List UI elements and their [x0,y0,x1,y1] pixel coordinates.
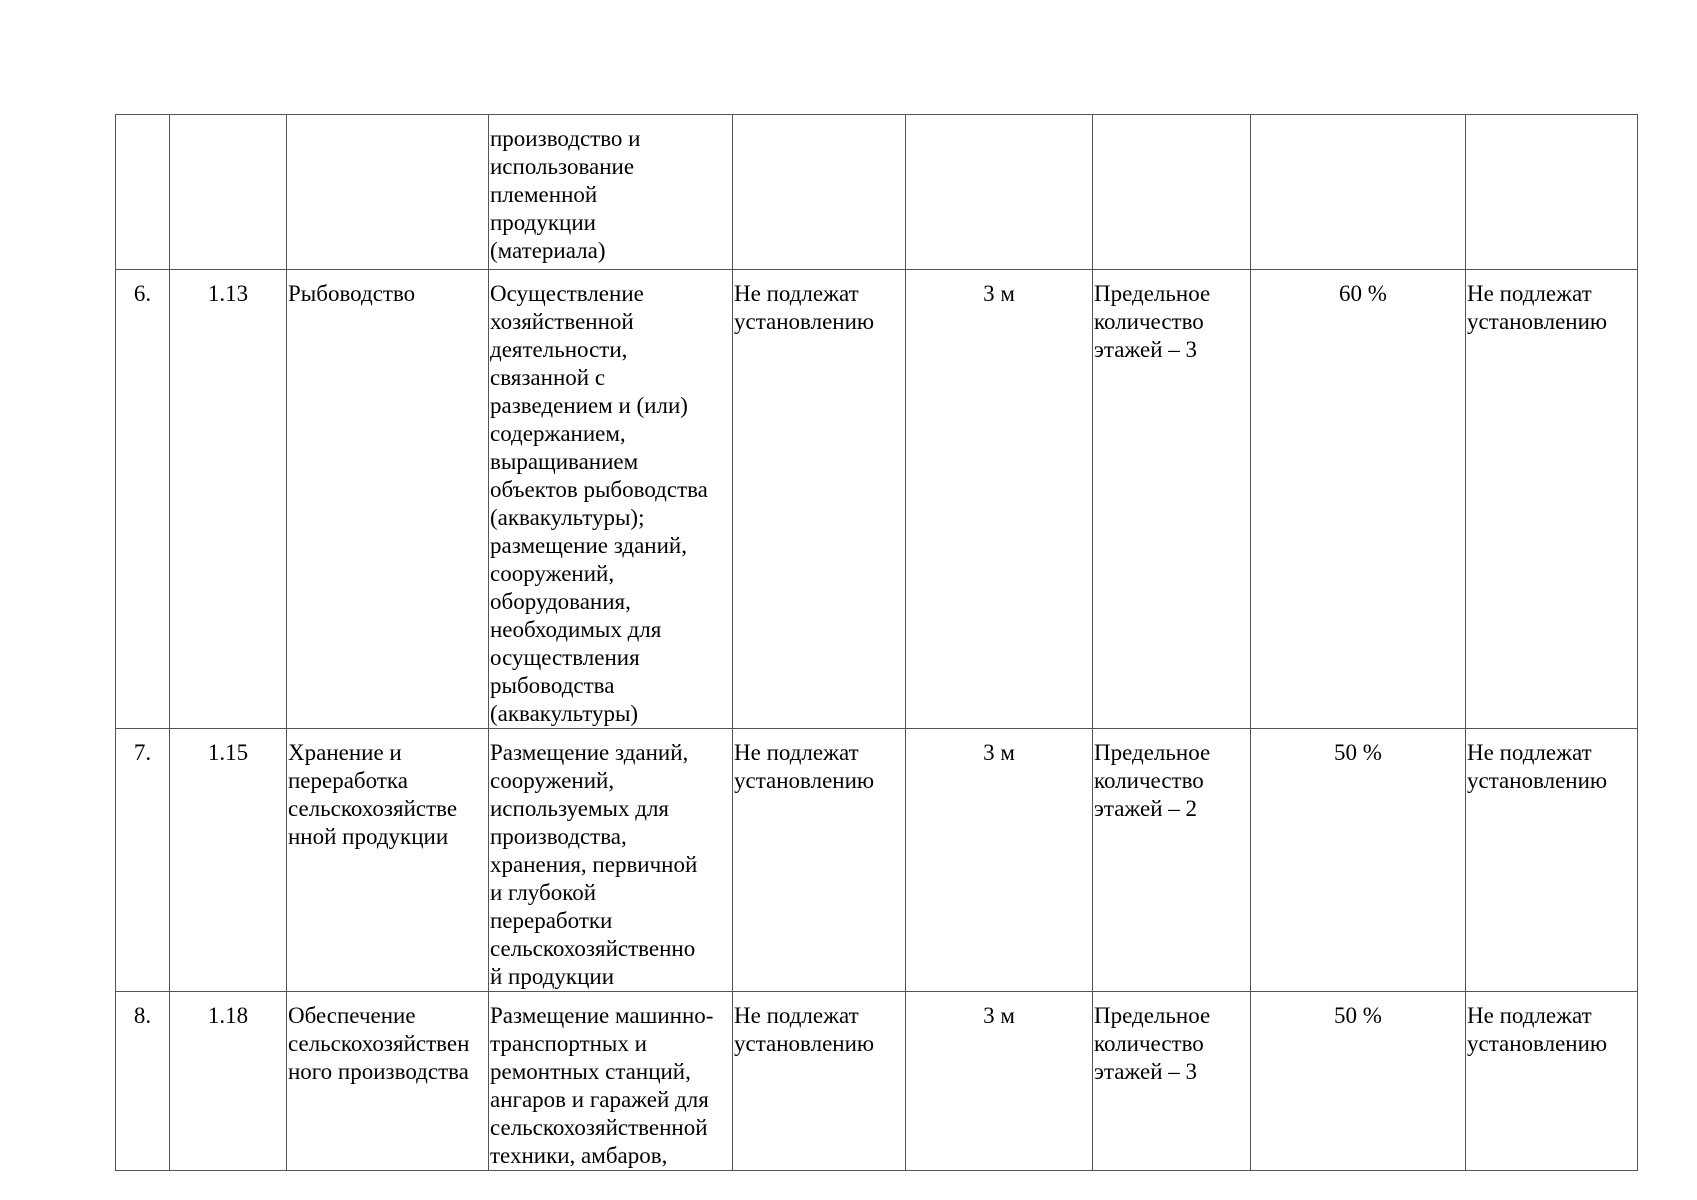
plot-size-cell: Не подлежат установлению [733,992,906,1171]
use-description-cell: Размещение зданий, сооружений, используемых для производства, хранения, первичной и глубокой переработки сельскохозяйственно й продукции [489,729,733,992]
use-description-cell: Осуществление хозяйственной деятельности, связанной с разведением и (или) содержанием, выращиванием объектов рыбоводства (аквакультуры); размещение зданий, сооружений, оборудования, необходимых для осуществления рыбоводства (аквакультуры) [489,270,733,729]
row-number-cell: 6. [116,270,170,729]
other-params-cell: Не подлежат установлению [1466,729,1638,992]
plot-size-cell: Не подлежат установлению [733,729,906,992]
coverage-cell [1251,270,1466,729]
use-name-cell: Хранение и переработка сельскохозяйстве нной продукции [287,729,489,992]
floors-cell [1093,115,1251,270]
use-description-cell: производство и использование племенной продукции (материала) [489,115,733,270]
setback-cell: 3 м [906,992,1093,1171]
other-params-cell: Не подлежат установлению [1466,270,1638,729]
use-code-cell: 1.13 [170,270,287,729]
floors-cell: Предельное количество этажей – 3 [1093,992,1251,1171]
coverage-value: 60 % [1339,281,1387,306]
use-name-cell: Рыбоводство [287,270,489,729]
floors-cell: Предельное количество этажей – 3 [1093,270,1251,729]
plot-size-cell [733,115,906,270]
use-name-cell: Обеспечение сельскохозяйствен ного производства [287,992,489,1171]
use-description-cell: Размещение машинно- транспортных и ремонтных станций, ангаров и гаражей для сельскохозяйственной техники, амбаров, [489,992,733,1171]
use-name-cell [287,115,489,270]
use-code-cell: 1.15 [170,729,287,992]
setback-cell: 3 м [906,270,1093,729]
other-params-cell: Не подлежат установлению [1466,992,1638,1171]
table-row [116,270,1638,729]
row-number-cell: 7. [116,729,170,992]
table-row [116,992,1638,1171]
land-use-table [115,114,1638,1171]
other-params-cell [1466,115,1638,270]
setback-cell: 3 м [906,729,1093,992]
use-code-cell: 1.18 [170,992,287,1171]
coverage-cell: 50 % [1251,729,1466,992]
plot-size-cell: Не подлежат установлению [733,270,906,729]
coverage-cell: 50 % [1251,992,1466,1171]
coverage-cell [1251,115,1466,270]
row-number-cell [116,115,170,270]
row-number-cell: 8. [116,992,170,1171]
floors-cell: Предельное количество этажей – 2 [1093,729,1251,992]
table-row [116,115,1638,270]
use-code-cell [170,115,287,270]
setback-cell [906,115,1093,270]
table-row [116,729,1638,992]
